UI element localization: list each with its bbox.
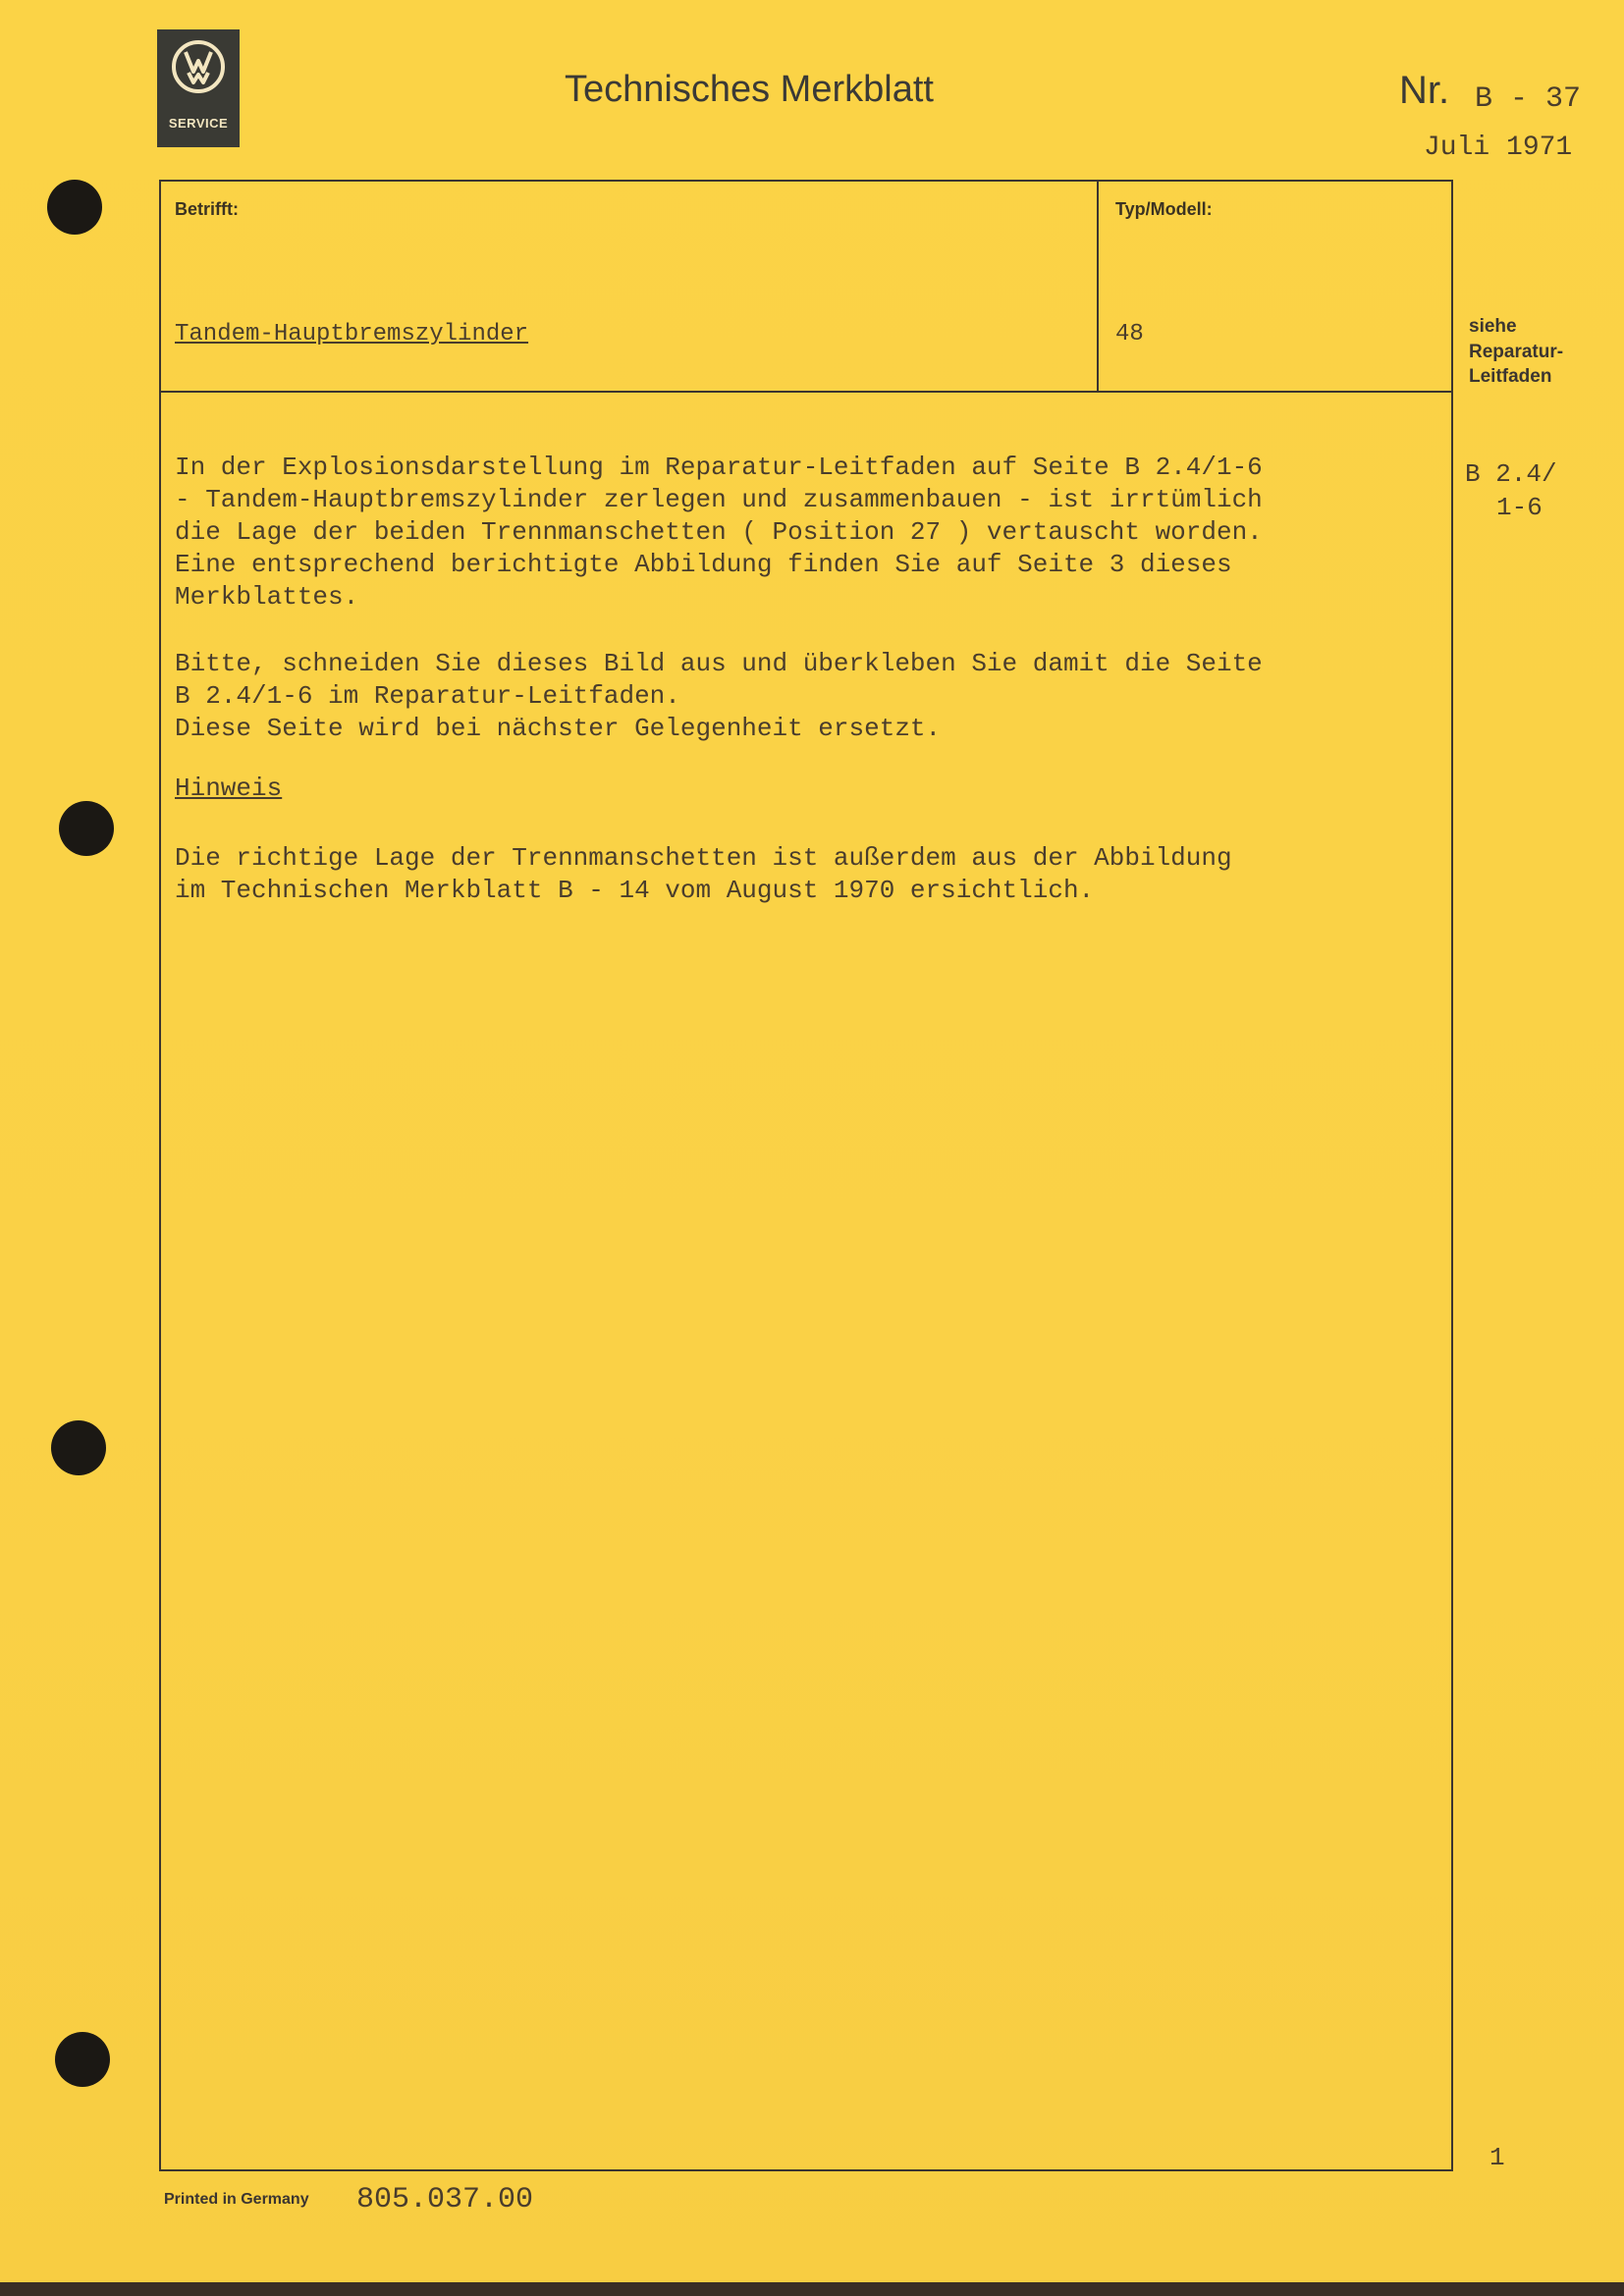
betrifft-label: Betrifft: <box>175 199 239 219</box>
side-reference-line: Leitfaden <box>1469 366 1552 388</box>
table-divider <box>1097 182 1099 391</box>
paragraph-line: Bitte, schneiden Sie dieses Bild aus und überkleben Sie damit die Seite <box>175 649 1263 678</box>
print-code: 805.037.00 <box>356 2183 534 2216</box>
paragraph-line: In der Explosionsdarstellung im Reparatur-Leitfaden auf Seite B 2.4/1-6 <box>175 453 1263 482</box>
side-reference-line: Reparatur- <box>1469 341 1564 362</box>
page-number: 1 <box>1489 2143 1505 2172</box>
document-title: Technisches Merkblatt <box>565 69 934 110</box>
printed-in-germany: Printed in Germany <box>164 2191 309 2208</box>
paragraph-line: im Technischen Merkblatt B - 14 vom August 1970 ersichtlich. <box>175 876 1095 905</box>
vw-service-logo <box>157 29 240 147</box>
binder-hole <box>59 801 114 856</box>
nr-label: Nr. <box>1399 69 1450 112</box>
paragraph-line: Diese Seite wird bei nächster Gelegenheit ersetzt. <box>175 714 942 743</box>
paragraph-line: Die richtige Lage der Trennmanschetten ist außerdem aus der Abbildung <box>175 843 1232 873</box>
document-date: Juli 1971 <box>1424 133 1573 163</box>
vw-emblem-icon <box>171 39 226 94</box>
binder-hole <box>47 180 102 235</box>
document-number: B - 37 <box>1475 82 1582 116</box>
service-label: SERVICE <box>168 116 229 131</box>
paragraph-line: die Lage der beiden Trennmanschetten ( Position 27 ) vertauscht worden. <box>175 517 1263 547</box>
bottom-edge <box>0 2282 1624 2296</box>
subject-value: Tandem-Hauptbremszylinder <box>175 321 529 347</box>
paragraph-line: B 2.4/1-6 im Reparatur-Leitfaden. <box>175 681 680 711</box>
model-value: 48 <box>1115 321 1144 347</box>
side-reference-line: siehe <box>1469 316 1517 337</box>
side-reference <box>1469 314 1563 390</box>
side-page-reference: 1-6 <box>1496 493 1543 522</box>
hinweis-heading: Hinweis <box>175 774 283 803</box>
paragraph-line: Merkblattes. <box>175 582 359 612</box>
binder-hole <box>55 2032 110 2087</box>
side-page-reference: B 2.4/ <box>1465 459 1557 489</box>
subject-table <box>159 180 1453 393</box>
paragraph-line: Eine entsprechend berichtigte Abbildung finden Sie auf Seite 3 dieses <box>175 550 1232 579</box>
typ-modell-label: Typ/Modell: <box>1115 199 1213 219</box>
binder-hole <box>51 1420 106 1475</box>
paragraph-line: - Tandem-Hauptbremszylinder zerlegen und zusammenbauen - ist irrtümlich <box>175 485 1263 514</box>
